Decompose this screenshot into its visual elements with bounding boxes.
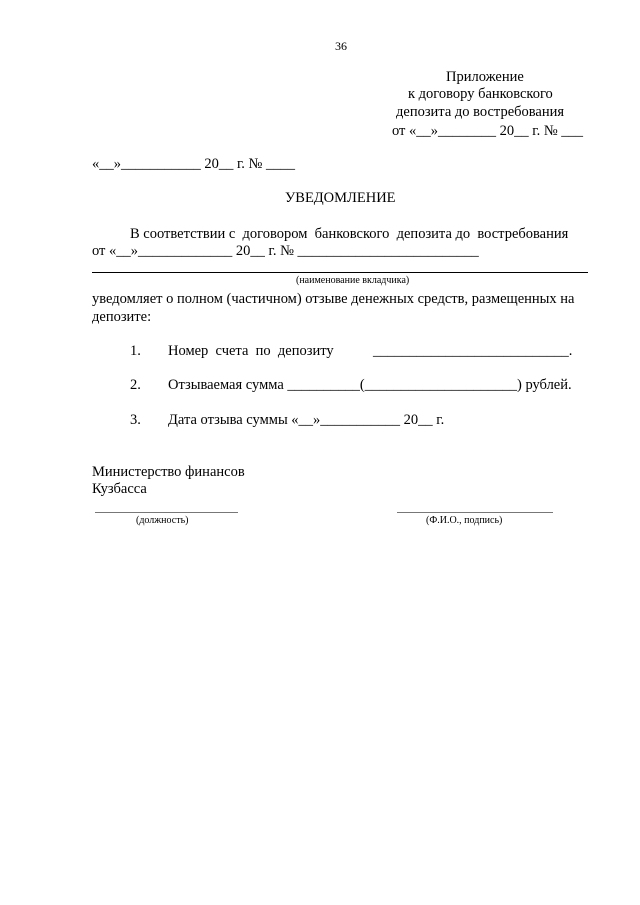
- body-line-1: В соответствии с договором банковского депозита до востребования: [130, 226, 569, 242]
- appendix-line-4: от «__»________ 20__ г. № ___: [392, 123, 584, 139]
- item-number: 3.: [130, 412, 141, 428]
- name-caption: (Ф.И.О., подпись): [426, 515, 503, 526]
- appendix-line-2: к договору банковского: [408, 86, 553, 102]
- position-signature-line: [95, 512, 238, 513]
- item-text: Номер счета по депозиту: [168, 343, 334, 359]
- appendix-line-1: Приложение: [446, 69, 524, 85]
- body-line-3: уведомляет о полном (частичном) отзыве денежных средств, размещенных на: [92, 291, 575, 307]
- item-number: 2.: [130, 377, 141, 393]
- date-line: «__»___________ 20__ г. № ____: [92, 156, 296, 172]
- page-number: 36: [335, 39, 347, 53]
- notice-heading: УВЕДОМЛЕНИЕ: [285, 190, 396, 206]
- item-text: Отзываемая сумма __________(_____________________) рублей.: [168, 377, 572, 393]
- appendix-line-3: депозита до востребования: [396, 104, 565, 120]
- position-caption: (должность): [136, 515, 189, 526]
- depositor-name-line: [92, 272, 588, 273]
- org-line-1: Министерство финансов: [92, 464, 245, 480]
- depositor-caption: (наименование вкладчика): [296, 275, 410, 286]
- org-line-2: Кузбасса: [92, 481, 147, 497]
- item-blank: ___________________________.: [373, 343, 573, 359]
- name-signature-line: [397, 512, 553, 513]
- body-line-2: от «__»_____________ 20__ г. № _________________________: [92, 243, 479, 259]
- item-text: Дата отзыва суммы «__»___________ 20__ г.: [168, 412, 445, 428]
- body-line-4: депозите:: [92, 309, 152, 325]
- item-number: 1.: [130, 343, 141, 359]
